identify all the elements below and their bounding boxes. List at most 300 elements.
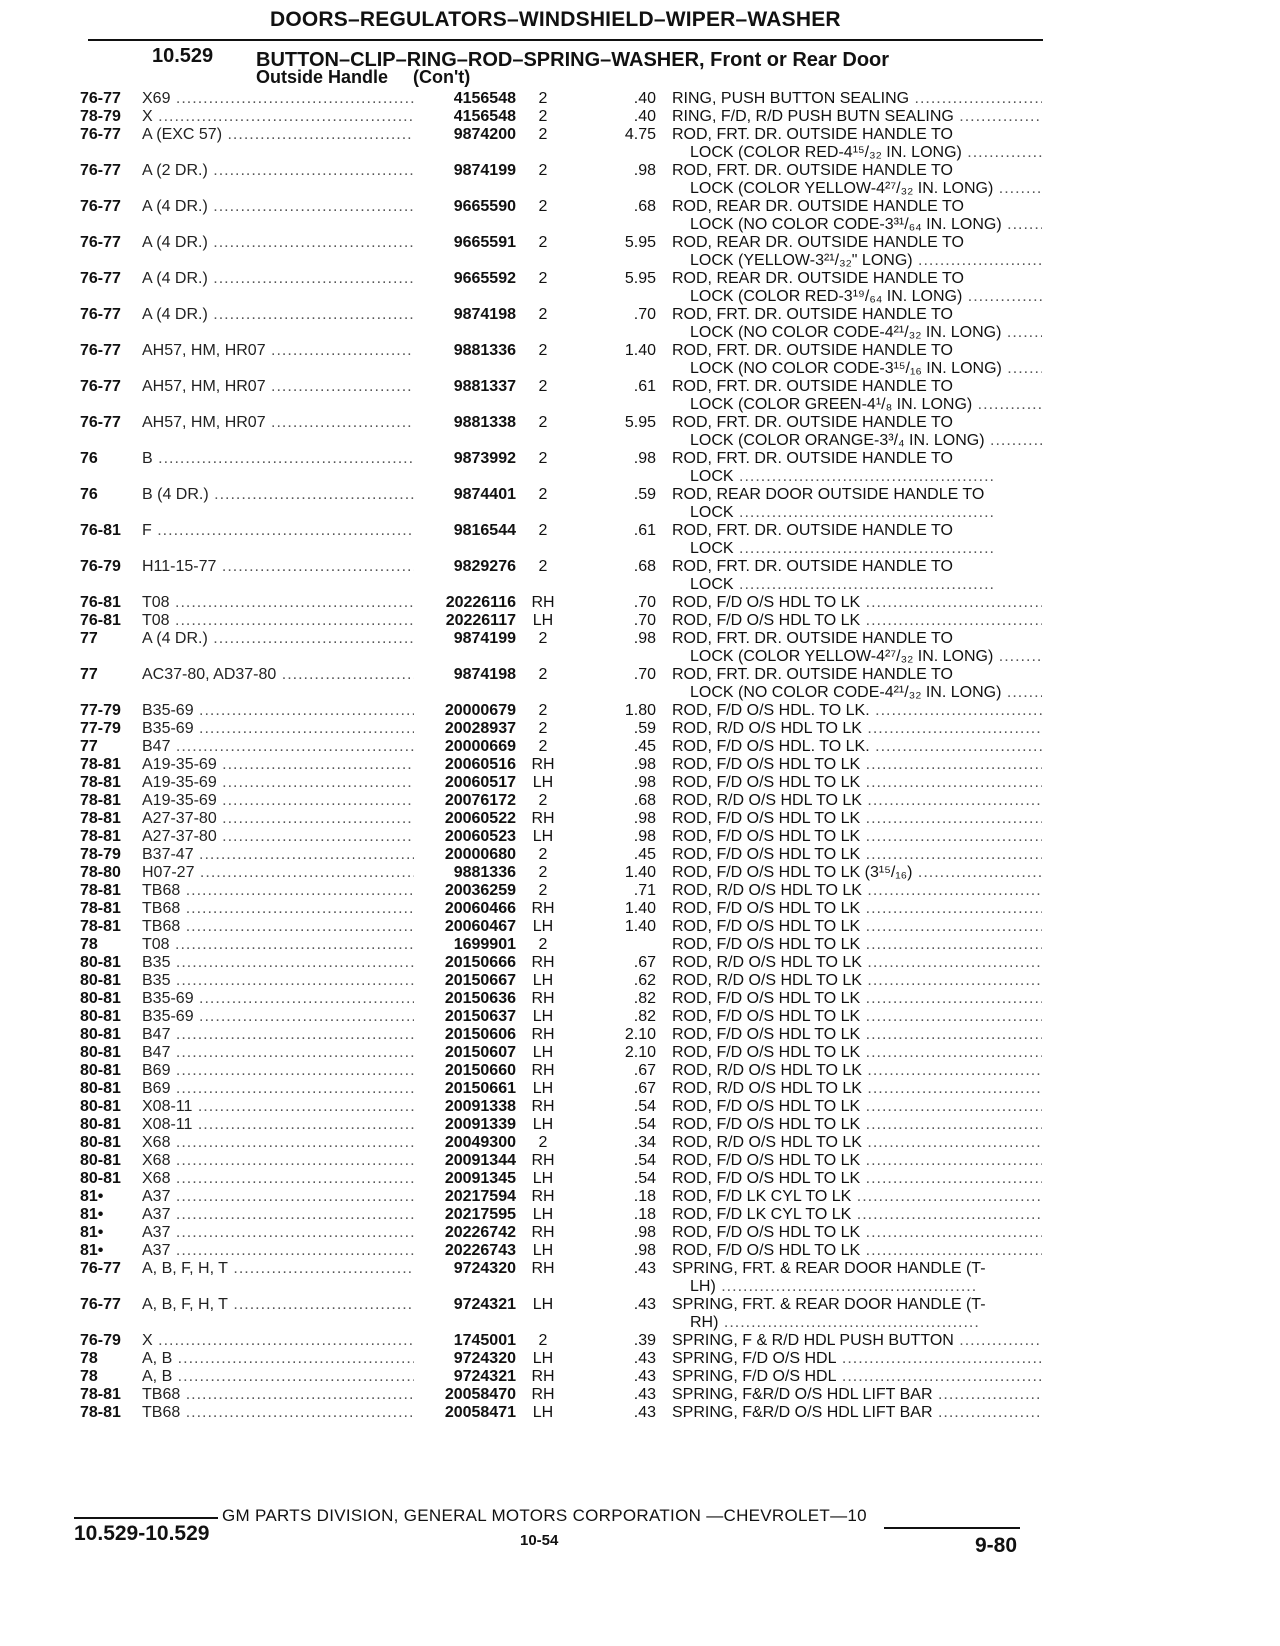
quantity-cell: 2 bbox=[538, 378, 548, 395]
description-cell: ROD, R/D O/S HDL TO LK ..... bbox=[672, 1080, 1042, 1098]
price-cell: 1.40 bbox=[624, 864, 656, 881]
quantity-cell: 2 bbox=[538, 936, 548, 953]
quantity-cell: 2 bbox=[538, 270, 548, 287]
price-cell: .45 bbox=[633, 738, 656, 755]
part-number-cell: 20028937 bbox=[444, 720, 516, 737]
description-cell: ROD, F/D O/S HDL TO LK ..... bbox=[672, 936, 1042, 954]
part-number-cell: 20150636 bbox=[444, 990, 516, 1007]
part-number-cell: 20091338 bbox=[444, 1098, 516, 1115]
part-number-cell: 9881338 bbox=[453, 414, 516, 431]
year-cell: 78-81 bbox=[80, 810, 121, 827]
part-number-cell: 20000679 bbox=[444, 702, 516, 719]
model-cell: B (4 DR.) ..... bbox=[142, 486, 414, 504]
description-cell: ROD, F/D O/S HDL TO LK ..... bbox=[672, 828, 1042, 846]
price-cell: .34 bbox=[633, 1134, 656, 1151]
description-cell: ROD, R/D O/S HDL TO LK ..... bbox=[672, 720, 1042, 738]
footer-date: 9-80 bbox=[975, 1534, 1018, 1557]
parts-row bbox=[0, 522, 1280, 558]
price-cell: .70 bbox=[633, 666, 656, 683]
price-cell: 1.40 bbox=[624, 342, 656, 359]
part-number-cell: 20150607 bbox=[444, 1044, 516, 1061]
model-cell: A37 ..... bbox=[142, 1224, 414, 1242]
footer-publisher: GM PARTS DIVISION, GENERAL MOTORS CORPORATION —CHEVROLET—10 bbox=[222, 1506, 867, 1525]
model-cell: B47 ..... bbox=[142, 1026, 414, 1044]
part-number-cell: 9724321 bbox=[453, 1296, 516, 1313]
year-cell: 76-79 bbox=[80, 558, 121, 575]
model-cell: A37 ..... bbox=[142, 1242, 414, 1260]
model-cell: A19-35-69 ..... bbox=[142, 792, 414, 810]
quantity-cell: RH bbox=[531, 954, 555, 971]
description-continuation-cell: LOCK (COLOR RED-4¹⁵/₃₂ IN. LONG) ..... bbox=[690, 144, 1042, 162]
quantity-cell: 2 bbox=[538, 522, 548, 539]
price-cell: .98 bbox=[633, 810, 656, 827]
quantity-cell: RH bbox=[531, 1224, 555, 1241]
description-cell: ROD, FRT. DR. OUTSIDE HANDLE TO bbox=[672, 162, 953, 179]
year-cell: 80-81 bbox=[80, 1134, 121, 1151]
quantity-cell: RH bbox=[531, 990, 555, 1007]
quantity-cell: LH bbox=[532, 1080, 554, 1097]
year-cell: 80-81 bbox=[80, 1170, 121, 1187]
description-cell: ROD, FRT. DR. OUTSIDE HANDLE TO bbox=[672, 450, 953, 467]
price-cell: .54 bbox=[633, 1152, 656, 1169]
price-cell: 5.95 bbox=[624, 270, 656, 287]
description-cell: SPRING, F&R/D O/S HDL LIFT BAR ..... bbox=[672, 1386, 1042, 1404]
price-cell: .82 bbox=[633, 1008, 656, 1025]
quantity-cell: LH bbox=[532, 1044, 554, 1061]
footer-page-number: 10-54 bbox=[520, 1532, 559, 1549]
part-number-cell: 9724321 bbox=[453, 1368, 516, 1385]
price-cell: .43 bbox=[633, 1260, 656, 1277]
price-cell: 5.95 bbox=[624, 234, 656, 251]
model-cell: AH57, HM, HR07 ..... bbox=[142, 378, 414, 396]
quantity-cell: 2 bbox=[538, 414, 548, 431]
description-cell: RING, F/D, R/D PUSH BUTN SEALING ..... bbox=[672, 108, 1042, 126]
quantity-cell: LH bbox=[532, 1404, 554, 1421]
model-cell: A, B, F, H, T ..... bbox=[142, 1260, 414, 1278]
year-cell: 78 bbox=[80, 1368, 98, 1385]
description-continuation-cell: LOCK (COLOR ORANGE-3³/₄ IN. LONG) ..... bbox=[690, 432, 1042, 450]
part-number-cell: 9829276 bbox=[453, 558, 516, 575]
description-cell: ROD, F/D O/S HDL TO LK ..... bbox=[672, 1242, 1042, 1260]
part-number-cell: 9873992 bbox=[453, 450, 516, 467]
year-cell: 77 bbox=[80, 738, 98, 755]
parts-row bbox=[0, 270, 1280, 306]
description-cell: SPRING, F/D O/S HDL ..... bbox=[672, 1350, 1042, 1368]
footer-rule-right bbox=[884, 1527, 1020, 1529]
year-cell: 77-79 bbox=[80, 720, 121, 737]
model-cell: H07-27 ..... bbox=[142, 864, 414, 882]
year-cell: 78-81 bbox=[80, 918, 121, 935]
price-cell: .43 bbox=[633, 1350, 656, 1367]
price-cell: .59 bbox=[633, 486, 656, 503]
description-continuation-cell: LOCK (COLOR RED-3¹⁹/₆₄ IN. LONG) ..... bbox=[690, 288, 1042, 306]
price-cell: .43 bbox=[633, 1368, 656, 1385]
quantity-cell: LH bbox=[532, 918, 554, 935]
model-cell: B35 ..... bbox=[142, 954, 414, 972]
parts-row bbox=[0, 162, 1280, 198]
year-cell: 76-77 bbox=[80, 306, 121, 323]
part-number-cell: 20150606 bbox=[444, 1026, 516, 1043]
footer-rule-left bbox=[74, 1517, 218, 1519]
year-cell: 76-77 bbox=[80, 234, 121, 251]
year-cell: 76-77 bbox=[80, 162, 121, 179]
quantity-cell: RH bbox=[531, 1062, 555, 1079]
parts-row bbox=[0, 414, 1280, 450]
quantity-cell: 2 bbox=[538, 846, 548, 863]
parts-row bbox=[0, 558, 1280, 594]
description-cell: ROD, F/D O/S HDL TO LK ..... bbox=[672, 900, 1042, 918]
model-cell: T08 ..... bbox=[142, 612, 414, 630]
year-cell: 78-81 bbox=[80, 774, 121, 791]
part-number-cell: 20000680 bbox=[444, 846, 516, 863]
part-number-cell: 20091339 bbox=[444, 1116, 516, 1133]
year-cell: 80-81 bbox=[80, 972, 121, 989]
description-cell: ROD, F/D O/S HDL TO LK ..... bbox=[672, 1116, 1042, 1134]
price-cell: 1.40 bbox=[624, 918, 656, 935]
part-number-cell: 9816544 bbox=[453, 522, 516, 539]
model-cell: A, B ..... bbox=[142, 1368, 414, 1386]
description-cell: ROD, F/D O/S HDL TO LK ..... bbox=[672, 918, 1042, 936]
price-cell: .18 bbox=[633, 1188, 656, 1205]
year-cell: 76 bbox=[80, 486, 98, 503]
quantity-cell: LH bbox=[532, 612, 554, 629]
price-cell: .98 bbox=[633, 756, 656, 773]
quantity-cell: 2 bbox=[538, 882, 548, 899]
year-cell: 76-77 bbox=[80, 414, 121, 431]
quantity-cell: LH bbox=[532, 828, 554, 845]
part-number-cell: 9874199 bbox=[453, 630, 516, 647]
quantity-cell: RH bbox=[531, 594, 555, 611]
part-number-cell: 20036259 bbox=[444, 882, 516, 899]
price-cell: .39 bbox=[633, 1332, 656, 1349]
part-number-cell: 20150661 bbox=[444, 1080, 516, 1097]
quantity-cell: LH bbox=[532, 972, 554, 989]
model-cell: X ..... bbox=[142, 1332, 414, 1350]
price-cell: .68 bbox=[633, 558, 656, 575]
model-cell: X08-11 ..... bbox=[142, 1098, 414, 1116]
parts-row bbox=[0, 126, 1280, 162]
quantity-cell: 2 bbox=[538, 1332, 548, 1349]
year-cell: 81• bbox=[80, 1224, 104, 1241]
part-number-cell: 1699901 bbox=[453, 936, 516, 953]
model-cell: X68 ..... bbox=[142, 1152, 414, 1170]
year-cell: 76 bbox=[80, 450, 98, 467]
model-cell: B35-69 ..... bbox=[142, 720, 414, 738]
parts-row bbox=[0, 378, 1280, 414]
description-continuation-cell: LOCK (NO COLOR CODE-3³¹/₆₄ IN. LONG) ..... bbox=[690, 216, 1042, 234]
part-number-cell: 9724320 bbox=[453, 1350, 516, 1367]
model-cell: TB68 ..... bbox=[142, 1386, 414, 1404]
price-cell: .61 bbox=[633, 378, 656, 395]
quantity-cell: LH bbox=[532, 1242, 554, 1259]
model-cell: A (EXC 57) ..... bbox=[142, 126, 414, 144]
model-cell: A27-37-80 ..... bbox=[142, 828, 414, 846]
year-cell: 76-79 bbox=[80, 1332, 121, 1349]
description-continuation-cell: LOCK ..... bbox=[690, 504, 1042, 522]
price-cell: .62 bbox=[633, 972, 656, 989]
description-continuation-cell: LOCK (COLOR GREEN-4¹/₈ IN. LONG) ..... bbox=[690, 396, 1042, 414]
quantity-cell: RH bbox=[531, 1188, 555, 1205]
model-cell: B35-69 ..... bbox=[142, 990, 414, 1008]
quantity-cell: 2 bbox=[538, 486, 548, 503]
year-cell: 78-81 bbox=[80, 792, 121, 809]
price-cell: .54 bbox=[633, 1116, 656, 1133]
parts-row bbox=[0, 306, 1280, 342]
part-number-cell: 20060517 bbox=[444, 774, 516, 791]
description-cell: ROD, F/D O/S HDL TO LK ..... bbox=[672, 1224, 1042, 1242]
year-cell: 78-81 bbox=[80, 1404, 121, 1421]
model-cell: X68 ..... bbox=[142, 1170, 414, 1188]
model-cell: B69 ..... bbox=[142, 1080, 414, 1098]
part-number-cell: 9881336 bbox=[453, 342, 516, 359]
year-cell: 78-81 bbox=[80, 882, 121, 899]
year-cell: 76-77 bbox=[80, 90, 121, 107]
part-number-cell: 9874401 bbox=[453, 486, 516, 503]
description-cell: ROD, FRT. DR. OUTSIDE HANDLE TO bbox=[672, 558, 953, 575]
year-cell: 76-77 bbox=[80, 198, 121, 215]
description-cell: ROD, F/D O/S HDL. TO LK. ..... bbox=[672, 738, 1042, 756]
quantity-cell: 2 bbox=[538, 738, 548, 755]
price-cell: .43 bbox=[633, 1296, 656, 1313]
description-cell: RING, PUSH BUTTON SEALING ..... bbox=[672, 90, 1042, 108]
price-cell: .98 bbox=[633, 1242, 656, 1259]
model-cell: TB68 ..... bbox=[142, 882, 414, 900]
description-continuation-cell: LOCK ..... bbox=[690, 576, 1042, 594]
description-continuation-cell: LOCK (COLOR YELLOW-4²⁷/₃₂ IN. LONG) ..... bbox=[690, 648, 1042, 666]
description-cell: ROD, R/D O/S HDL TO LK ..... bbox=[672, 954, 1042, 972]
quantity-cell: 2 bbox=[538, 792, 548, 809]
description-cell: ROD, F/D O/S HDL TO LK ..... bbox=[672, 1170, 1042, 1188]
quantity-cell: 2 bbox=[538, 630, 548, 647]
parts-row bbox=[0, 630, 1280, 666]
description-cell: ROD, FRT. DR. OUTSIDE HANDLE TO bbox=[672, 630, 953, 647]
part-number-cell: 1745001 bbox=[453, 1332, 516, 1349]
model-cell: TB68 ..... bbox=[142, 918, 414, 936]
price-cell: .18 bbox=[633, 1206, 656, 1223]
model-cell: TB68 ..... bbox=[142, 900, 414, 918]
part-number-cell: 9665590 bbox=[453, 198, 516, 215]
parts-row bbox=[0, 450, 1280, 486]
part-number-cell: 20060523 bbox=[444, 828, 516, 845]
description-cell: ROD, F/D O/S HDL TO LK ..... bbox=[672, 612, 1042, 630]
description-cell: ROD, R/D O/S HDL TO LK ..... bbox=[672, 972, 1042, 990]
description-continuation-cell: LOCK (COLOR YELLOW-4²⁷/₃₂ IN. LONG) ..... bbox=[690, 180, 1042, 198]
model-cell: B37-47 ..... bbox=[142, 846, 414, 864]
price-cell: .68 bbox=[633, 792, 656, 809]
description-cell: ROD, F/D O/S HDL TO LK ..... bbox=[672, 774, 1042, 792]
price-cell: 1.80 bbox=[624, 702, 656, 719]
year-cell: 76-81 bbox=[80, 594, 121, 611]
part-number-cell: 9665592 bbox=[453, 270, 516, 287]
part-number-cell: 20060516 bbox=[444, 756, 516, 773]
part-number-cell: 20049300 bbox=[444, 1134, 516, 1151]
quantity-cell: 2 bbox=[538, 126, 548, 143]
part-number-cell: 9881336 bbox=[453, 864, 516, 881]
price-cell: .67 bbox=[633, 1080, 656, 1097]
model-cell: B35-69 ..... bbox=[142, 1008, 414, 1026]
part-number-cell: 20226743 bbox=[444, 1242, 516, 1259]
price-cell: .71 bbox=[633, 882, 656, 899]
year-cell: 81• bbox=[80, 1242, 104, 1259]
part-number-cell: 20076172 bbox=[444, 792, 516, 809]
model-cell: A, B, F, H, T ..... bbox=[142, 1296, 414, 1314]
model-cell: H11-15-77 ..... bbox=[142, 558, 414, 576]
price-cell: .67 bbox=[633, 954, 656, 971]
model-cell: X68 ..... bbox=[142, 1134, 414, 1152]
part-number-cell: 9874198 bbox=[453, 666, 516, 683]
description-cell: ROD, R/D O/S HDL TO LK ..... bbox=[672, 1062, 1042, 1080]
parts-row bbox=[0, 1296, 1280, 1332]
description-continuation-cell: LH) ..... bbox=[690, 1278, 1042, 1296]
model-cell: A (2 DR.) ..... bbox=[142, 162, 414, 180]
model-cell: B47 ..... bbox=[142, 738, 414, 756]
price-cell: .40 bbox=[633, 108, 656, 125]
quantity-cell: 2 bbox=[538, 702, 548, 719]
model-cell: A (4 DR.) ..... bbox=[142, 306, 414, 324]
description-cell: ROD, F/D O/S HDL TO LK ..... bbox=[672, 1098, 1042, 1116]
model-cell: A27-37-80 ..... bbox=[142, 810, 414, 828]
price-cell: .54 bbox=[633, 1098, 656, 1115]
price-cell: .70 bbox=[633, 594, 656, 611]
price-cell: .98 bbox=[633, 630, 656, 647]
year-cell: 77-79 bbox=[80, 702, 121, 719]
quantity-cell: RH bbox=[531, 756, 555, 773]
quantity-cell: 2 bbox=[538, 162, 548, 179]
part-number-cell: 9874200 bbox=[453, 126, 516, 143]
model-cell: TB68 ..... bbox=[142, 1404, 414, 1422]
part-number-cell: 20000669 bbox=[444, 738, 516, 755]
quantity-cell: 2 bbox=[538, 90, 548, 107]
parts-row bbox=[0, 234, 1280, 270]
description-cell: ROD, F/D O/S HDL TO LK ..... bbox=[672, 594, 1042, 612]
year-cell: 78-81 bbox=[80, 828, 121, 845]
price-cell: .98 bbox=[633, 162, 656, 179]
part-number-cell: 20150666 bbox=[444, 954, 516, 971]
section-title: BUTTON–CLIP–RING–ROD–SPRING–WASHER, Front or Rear Door bbox=[256, 49, 890, 71]
description-continuation-cell: LOCK ..... bbox=[690, 468, 1042, 486]
year-cell: 76-77 bbox=[80, 1260, 121, 1277]
price-cell: 1.40 bbox=[624, 900, 656, 917]
year-cell: 81• bbox=[80, 1206, 104, 1223]
description-cell: ROD, FRT. DR. OUTSIDE HANDLE TO bbox=[672, 414, 953, 431]
description-cell: SPRING, FRT. & REAR DOOR HANDLE (T- bbox=[672, 1296, 986, 1313]
part-number-cell: 9665591 bbox=[453, 234, 516, 251]
parts-row bbox=[0, 1404, 1280, 1440]
model-cell: A19-35-69 ..... bbox=[142, 756, 414, 774]
price-cell: .45 bbox=[633, 846, 656, 863]
quantity-cell: RH bbox=[531, 1152, 555, 1169]
quantity-cell: 2 bbox=[538, 450, 548, 467]
description-cell: SPRING, F&R/D O/S HDL LIFT BAR ..... bbox=[672, 1404, 1042, 1422]
description-cell: ROD, F/D O/S HDL TO LK ..... bbox=[672, 1152, 1042, 1170]
year-cell: 78 bbox=[80, 936, 98, 953]
year-cell: 81• bbox=[80, 1188, 104, 1205]
description-cell: ROD, F/D O/S HDL TO LK (3¹⁵/₁₆) ..... bbox=[672, 864, 1042, 882]
model-cell: A (4 DR.) ..... bbox=[142, 270, 414, 288]
part-number-cell: 20217594 bbox=[444, 1188, 516, 1205]
part-number-cell: 20226116 bbox=[445, 594, 516, 611]
model-cell: A (4 DR.) ..... bbox=[142, 630, 414, 648]
description-cell: ROD, F/D O/S HDL TO LK ..... bbox=[672, 756, 1042, 774]
description-cell: ROD, REAR DR. OUTSIDE HANDLE TO bbox=[672, 270, 964, 287]
model-cell: A, B ..... bbox=[142, 1350, 414, 1368]
description-continuation-cell: LOCK (NO COLOR CODE-4²¹/₃₂ IN. LONG) ..... bbox=[690, 684, 1042, 702]
quantity-cell: RH bbox=[531, 1386, 555, 1403]
model-cell: T08 ..... bbox=[142, 936, 414, 954]
description-continuation-cell: LOCK (YELLOW-3²¹/₃₂" LONG) ..... bbox=[690, 252, 1042, 270]
model-cell: AH57, HM, HR07 ..... bbox=[142, 414, 414, 432]
parts-row bbox=[0, 198, 1280, 234]
price-cell: .68 bbox=[633, 198, 656, 215]
year-cell: 76-77 bbox=[80, 378, 121, 395]
part-number-cell: 9874199 bbox=[453, 162, 516, 179]
model-cell: T08 ..... bbox=[142, 594, 414, 612]
quantity-cell: RH bbox=[531, 1368, 555, 1385]
year-cell: 78-81 bbox=[80, 1386, 121, 1403]
year-cell: 76-77 bbox=[80, 270, 121, 287]
part-number-cell: 20060522 bbox=[444, 810, 516, 827]
part-number-cell: 20150667 bbox=[444, 972, 516, 989]
quantity-cell: 2 bbox=[538, 342, 548, 359]
part-number-cell: 20150637 bbox=[444, 1008, 516, 1025]
description-cell: ROD, FRT. DR. OUTSIDE HANDLE TO bbox=[672, 666, 953, 683]
quantity-cell: RH bbox=[531, 1098, 555, 1115]
part-number-cell: 20058471 bbox=[444, 1404, 516, 1421]
description-continuation-cell: LOCK (NO COLOR CODE-4²¹/₃₂ IN. LONG) ..... bbox=[690, 324, 1042, 342]
quantity-cell: RH bbox=[531, 1260, 555, 1277]
quantity-cell: LH bbox=[532, 1170, 554, 1187]
quantity-cell: 2 bbox=[538, 234, 548, 251]
price-cell: .98 bbox=[633, 450, 656, 467]
footer-group-range: 10.529-10.529 bbox=[74, 1522, 210, 1545]
price-cell: .43 bbox=[633, 1386, 656, 1403]
quantity-cell: LH bbox=[532, 774, 554, 791]
year-cell: 76-81 bbox=[80, 522, 121, 539]
parts-row bbox=[0, 666, 1280, 702]
model-cell: X ..... bbox=[142, 108, 414, 126]
year-cell: 80-81 bbox=[80, 1008, 121, 1025]
part-number-cell: 9874198 bbox=[453, 306, 516, 323]
year-cell: 78-81 bbox=[80, 756, 121, 773]
quantity-cell: 2 bbox=[538, 558, 548, 575]
description-continuation-cell: RH) ..... bbox=[690, 1314, 1042, 1332]
description-cell: ROD, FRT. DR. OUTSIDE HANDLE TO bbox=[672, 522, 953, 539]
description-cell: ROD, F/D O/S HDL TO LK ..... bbox=[672, 990, 1042, 1008]
price-cell: .70 bbox=[633, 306, 656, 323]
parts-row bbox=[0, 486, 1280, 522]
quantity-cell: RH bbox=[531, 1026, 555, 1043]
parts-row bbox=[0, 1260, 1280, 1296]
quantity-cell: 2 bbox=[538, 198, 548, 215]
year-cell: 80-81 bbox=[80, 1044, 121, 1061]
price-cell: 4.75 bbox=[624, 126, 656, 143]
description-cell: ROD, F/D LK CYL TO LK ..... bbox=[672, 1188, 1042, 1206]
description-cell: ROD, REAR DR. OUTSIDE HANDLE TO bbox=[672, 198, 964, 215]
year-cell: 80-81 bbox=[80, 1116, 121, 1133]
year-cell: 76-77 bbox=[80, 126, 121, 143]
price-cell: .70 bbox=[633, 612, 656, 629]
part-number-cell: 20150660 bbox=[444, 1062, 516, 1079]
description-cell: ROD, FRT. DR. OUTSIDE HANDLE TO bbox=[672, 306, 953, 323]
model-cell: A37 ..... bbox=[142, 1188, 414, 1206]
page-header-title: DOORS–REGULATORS–WINDSHIELD–WIPER–WASHER bbox=[270, 8, 841, 31]
part-number-cell: 20217595 bbox=[444, 1206, 516, 1223]
price-cell: .67 bbox=[633, 1062, 656, 1079]
price-cell: .98 bbox=[633, 828, 656, 845]
price-cell: .59 bbox=[633, 720, 656, 737]
description-cell: ROD, F/D LK CYL TO LK ..... bbox=[672, 1206, 1042, 1224]
description-cell: SPRING, F/D O/S HDL ..... bbox=[672, 1368, 1042, 1386]
